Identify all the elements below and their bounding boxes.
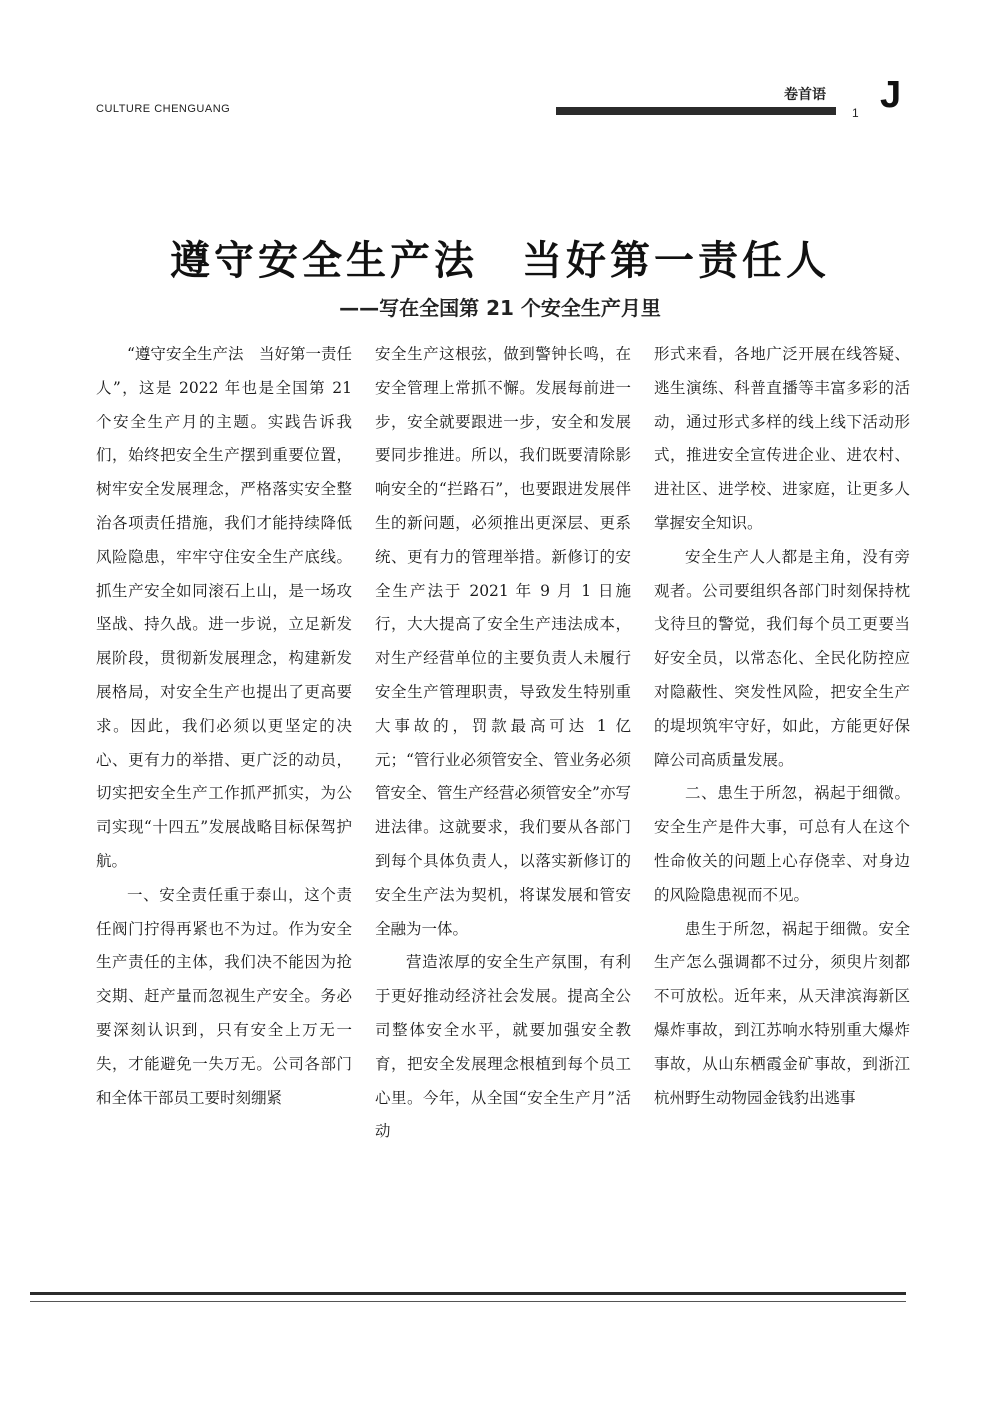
section-label: 卷首语 (784, 87, 826, 103)
column-2 (375, 338, 631, 1248)
paragraph: 安全生产人人都是主角，没有旁观者。公司要组织各部门时刻保持枕戈待旦的警觉，我们每个员工更要当好安全员，以常态化、全民化防控应对隐蔽性、突发性风险，把安全生产的堤坝筑牢守好，如此，方能更好保障公司高质量发展。 (654, 547, 910, 769)
paragraph: 一、安全责任重于泰山，这个责任阀门拧得再紧也不为过。作为安全生产责任的主体，我们决不能因为抢交期、赶产量而忽视生产安全。务必要深刻认识到，只有安全上万无一失，才能避免一失万无。公司各部门和全体干部员工要时刻绷紧 (96, 885, 352, 1107)
paragraph: 营造浓厚的安全生产氛围，有利于更好推动经济社会发展。提高全公司整体安全水平，就要加强安全教育，把安全发展理念根植到每个员工心里。今年，从全国“安全生产月”活动 (375, 953, 631, 1141)
column-3 (654, 338, 910, 1248)
page-letter: J (880, 74, 902, 116)
article-subtitle: ——写在全国第 21 个安全生产月里 (339, 296, 661, 320)
header-rule (556, 107, 836, 115)
footer-rule (30, 1292, 906, 1295)
paragraph: 安全生产这根弦，做到警钟长鸣，在安全管理上常抓不懈。发展每前进一步，安全就要跟进一步，安全和发展要同步推进。所以，我们既要清除影响安全的“拦路石”，也要跟进发展伴生的新问题，必须推出更深层、更系统、更有力的管理举措。新修订的安全生产法于 2021 年 9 月 1 日施行，大大提高了安全生产违法成本，对生产经营单位的主要负责人未履行安全生产管理职责，导致发生特别重大事故的，罚款最高可达 1 亿元；“管行业必须管安全、管业务必须管安全、管生产经营必须管安全”亦写进法律。这就要求，我们要从各部门到每个具体负责人，以落实新修订的安全生产法为契机，将谋发展和管安全融为一体。 (375, 345, 631, 938)
paragraph: 患生于所忽，祸起于细微。安全生产怎么强调都不过分，须臾片刻都不可放松。近年来，从天津滨海新区爆炸事故，到江苏响水特别重大爆炸事故，从山东栖霞金矿事故，到浙江杭州野生动物园金钱豹出逃事 (654, 919, 910, 1107)
paragraph: 二、患生于所忽，祸起于细微。安全生产是件大事，可总有人在这个性命攸关的问题上心存侥幸、对身边的风险隐患视而不见。 (654, 784, 910, 904)
column-1 (96, 338, 352, 1248)
footer-rule-thin (30, 1301, 906, 1302)
magazine-name: CULTURE CHENGUANG (96, 103, 231, 115)
paragraph: “遵守安全生产法 当好第一责任人”，这是 2022 年也是全国第 21 个安全生产月的主题。实践告诉我们，始终把安全生产摆到重要位置，树牢安全发展理念，严格落实安全整治各项责任措施，我们才能持续降低风险隐患，牢牢守住安全生产底线。抓生产安全如同滚石上山，是一场攻坚战、持久战。进一步说，立足新发展阶段，贯彻新发展理念，构建新发展格局，对安全生产也提出了更高要求。因此，我们必须以更坚定的决心、更有力的举措、更广泛的动员，切实把安全生产工作抓严抓实，为公司实现“十四五”发展战略目标保驾护航。 (96, 345, 352, 870)
page-number: 1 (852, 106, 859, 120)
article-title: 遵守安全生产法 当好第一责任人 (170, 237, 830, 284)
paragraph: 形式来看，各地广泛开展在线答疑、逃生演练、科普直播等丰富多彩的活动，通过形式多样的线上线下活动形式，推进安全宣传进企业、进农村、进社区、进学校、进家庭，让更多人掌握安全知识。 (654, 345, 910, 532)
article-body (96, 338, 910, 1248)
